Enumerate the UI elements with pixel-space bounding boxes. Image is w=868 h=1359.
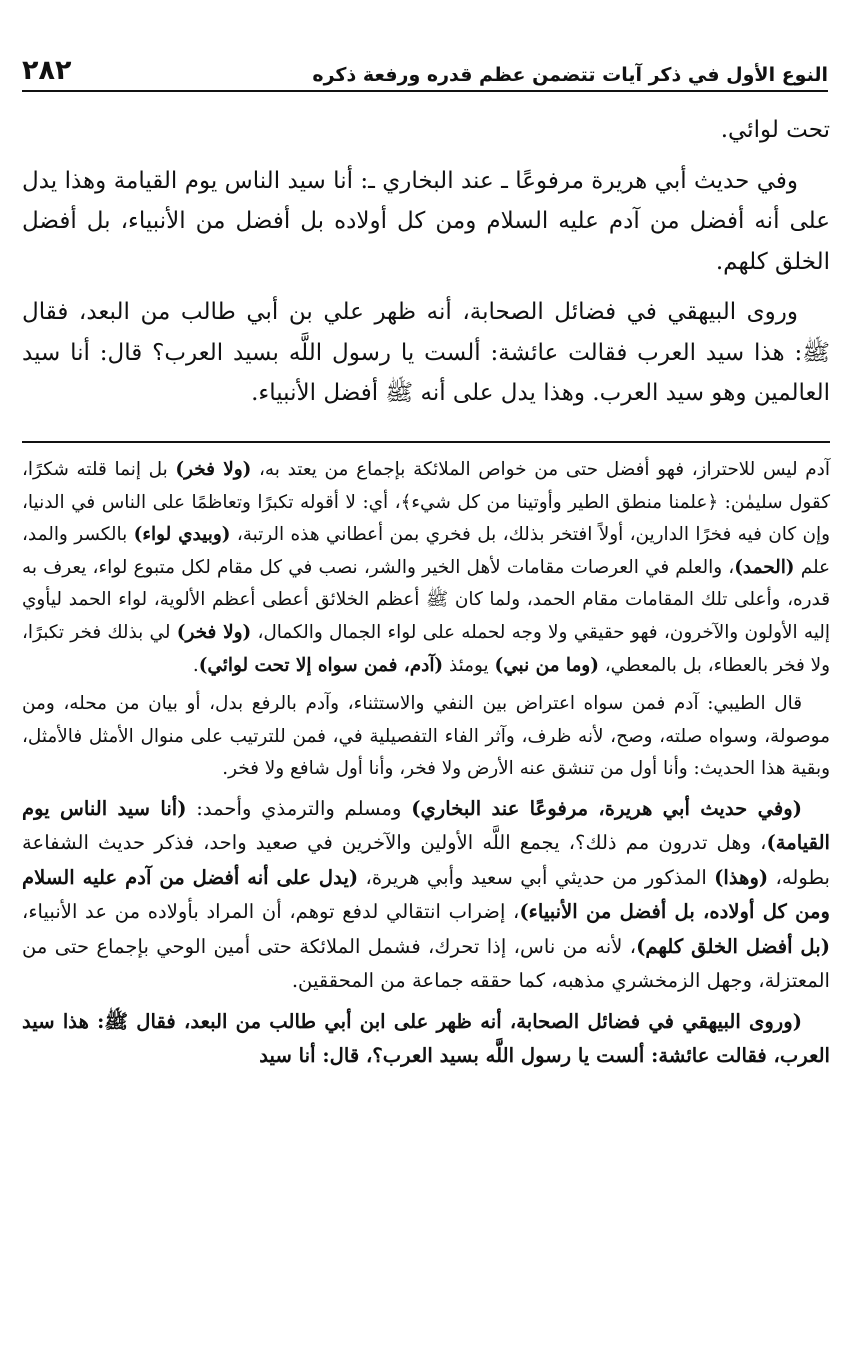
text-run: .	[192, 654, 199, 676]
main-paragraph-3: وروى البيهقي في فضائل الصحابة، أنه ظهر علي بن أبي طالب من البعد، فقال ﷺ: هذا سيد العرب فقالت عائشة: ألست يا رسول اللَّه بسيد العرب؟ قال: أنا سيد العالمين وهو سيد العرب. وهذا يدل على أنه ﷺ أفضل الأنبياء.	[22, 299, 830, 406]
main-text	[22, 110, 830, 424]
text-run: (وفي حديث أبي هريرة، مرفوعًا عند البخاري)	[411, 796, 802, 820]
text-run: ، وهل تدرون مم ذلك؟، يجمع اللَّه الأولين والآخرين في صعيد واحد، فذكر حديث الشفاعة بطوله،	[22, 831, 830, 889]
text-run: آدم ليس للاحتراز، فهو أفضل حتى من خواص الملائكة بإجماع من يعتد به،	[251, 459, 830, 480]
text-run: لي بذلك فخر تكبرًا، ولا فخر بالعطاء، بل بالمعطي،	[22, 621, 830, 676]
text-run: (وروى البيهقي في فضائل الصحابة، أنه ظهر على ابن أبي طالب من البعد، فقال ﷺ: هذا سيد العرب، فقالت عائشة: ألست يا رسول اللَّه بسيد العرب؟، قال: أنا سيد	[22, 1009, 830, 1068]
text-run: (وما من نبي)	[494, 654, 599, 676]
text-run: ، والعلم في العرصات مقامات لأهل الخير والشر، نصب في كل مقام لكل متبوع لواء، يعرف به قدره، وأعلى تلك المقامات مقام الحمد، ولما كان ﷺ أعظم الخلائق أعطى أعظم الألوية، لواء الحمد ليأوي إليه الأولون والآخرون، فهو حقيقي ولا وجه لحمله على لواء الجمال والكمال،	[22, 556, 830, 643]
main-paragraph-2: وفي حديث أبي هريرة مرفوعًا ـ عند البخاري ـ: أنا سيد الناس يوم القيامة وهذا يدل على أنه أفضل من آدم عليه السلام ومن كل أولاده بل أفضل من الأنبياء، بل أفضل الخلق كلهم.	[22, 167, 830, 275]
text-run: (بل أفضل الخلق كلهم)	[636, 934, 830, 958]
text-run: يومئذ	[443, 654, 495, 676]
commentary-paragraph-3	[22, 792, 830, 999]
commentary-paragraph-1	[22, 454, 830, 682]
text-run: المذكور من حديثي أبي سعيد وأبي هريرة،	[358, 865, 715, 889]
text-run: (وهذا)	[714, 865, 769, 889]
text-run: بل إنما قلته شكرًا، كقول سليمٰن: ﴿علمنا منطق الطير وأوتينا من كل شيء﴾، أي: لا أقوله تكبرًا وتعاظمًا على الناس في الدنيا، وإن كان فيه فخرًا الدارين، أولاً افتخر بذلك، بل فخري بمن أعطاني هذه الرتبة،	[22, 459, 830, 546]
text-run: (يدل على أنه أفضل من آدم عليه السلام ومن كل أولاده، بل أفضل من الأنبياء)	[22, 865, 830, 924]
text-run: ومسلم والترمذي وأحمد:	[186, 796, 412, 820]
footnote-divider	[22, 441, 830, 443]
text-run: ، إضراب انتقالي لدفع توهم، أن المراد بأولاده من عد الأنبياء،	[22, 900, 520, 924]
text-run: (ولا فخر)	[175, 459, 252, 480]
commentary-paragraph-2: قال الطيبي: آدم فمن سواه اعتراض بين النفي والاستثناء، وآدم بالرفع بدل، أو بيان من محله، ومن موصولة، وسواه صلته، وصح، لأنه ظرف، وآثر الفاء التفصيلية في، فمن للترتيب على منوال الأمثل فالأمثل، وبقية هذا الحديث: وأنا أول من تنشق عنه الأرض ولا فخر، وأنا أول شافع ولا فخر.	[22, 693, 830, 780]
text-run: (وبيدي لواء)	[133, 524, 231, 546]
commentary-section	[22, 454, 830, 1080]
text-run: بالكسر والمد، علم	[22, 524, 831, 578]
commentary-paragraph-4	[22, 1005, 830, 1074]
text-run: (ولا فخر)	[176, 621, 252, 643]
running-title: النوع الأول في ذكر آيات تتضمن عظم قدره ورفعة ذكره	[312, 64, 828, 86]
main-paragraph-1: تحت لوائي.	[720, 117, 830, 143]
text-run: (أنا سيد الناس يوم القيامة)	[22, 796, 830, 855]
text-run: ، لأنه من ناس، إذا تحرك، فشمل الملائكة حتى أمين الوحي بإجماع حتى من المعتزلة، وجهل الزمخشري مذهبه، كما حققه جماعة من المحققين.	[22, 934, 830, 993]
text-run: (آدم، فمن سواه إلا تحت لوائي)	[198, 654, 444, 676]
text-run: (الحمد)	[734, 556, 795, 578]
page-header	[22, 46, 828, 92]
page-number: ٢٨٢	[22, 55, 72, 86]
